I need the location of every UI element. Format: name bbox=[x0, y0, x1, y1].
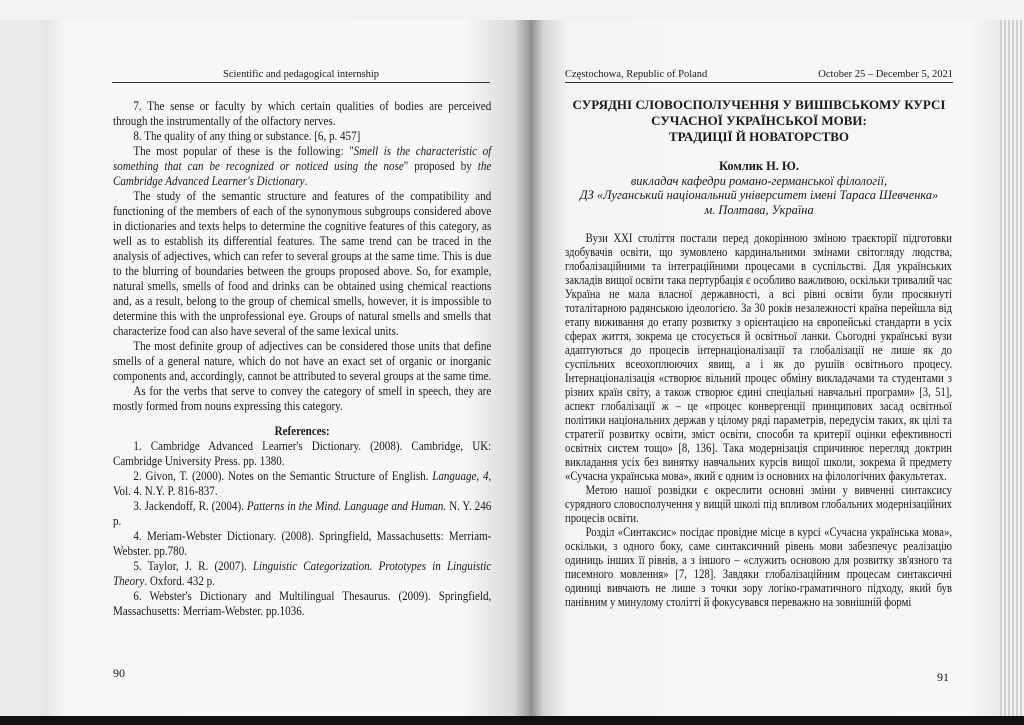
right-page-body bbox=[565, 231, 952, 609]
reference-item bbox=[113, 498, 491, 528]
paragraph: Метою нашої розвідки є окреслити основні зміни у вивченні синтаксису сурядного словосполучення у вищій школі під впливом глобальних модернізаційних процесів освіти. bbox=[565, 483, 952, 525]
running-head-dates: October 25 – December 5, 2021 bbox=[818, 69, 953, 80]
text: " proposed by bbox=[403, 158, 478, 173]
reference-item bbox=[113, 468, 491, 498]
book-page-edges bbox=[1000, 20, 1024, 716]
reference-item bbox=[113, 438, 491, 468]
running-head: Scientific and pedagogical internship bbox=[112, 69, 490, 83]
text: The most popular of these is the following: " bbox=[133, 143, 354, 158]
ref-text: 3. Jackendoff, R. (2004). bbox=[133, 498, 247, 513]
right-page bbox=[530, 20, 1002, 716]
title-line: ТРАДИЦІЇ Й НОВАТОРСТВО bbox=[668, 129, 850, 144]
article-title bbox=[565, 97, 953, 145]
running-head bbox=[565, 69, 953, 83]
ref-italic: Patterns in the Mind. Language and Human. bbox=[246, 498, 447, 513]
reference-item bbox=[113, 588, 491, 618]
title-line: СУЧАСНОЇ УКРАЇНСЬКОЇ МОВИ: bbox=[651, 113, 867, 128]
paragraph: The study of the semantic structure and features of the compatibility and functioning of the members of each of the synonymous subgroups considered above in dictionaries and texts helps to determine the cognitive features of this category, as well as to establish its differential features. The same trend can be traced in the analysis of adjectives, which can refer to several groups at the same time. This is due to the blurring of boundaries between the groups proposed above. So, for example, natural smells, smells of food and drinks can be obtained using chemical reactions and, as a result, belong to the group of chemical smells, however, it is impossible to determine this with the unprofessional eye. Groups of natural smells and smells that characterize food can also have several of the same lexical units. bbox=[113, 188, 492, 338]
paragraph: Вузи XXI століття постали перед докорінною зміною траєкторії підготовки здобувачів освіти, що зумовлено кардинальними змінами світогляду людства, глобалізаційними та інтеграційними процесами в суспільстві. Для українських закладів вищої освіти така пертурбація є особливо важливою, оскільки тривалий час Україна не мала власної державності, а всі рівні освіти були просякнуті тоталітарною радянською ідеологією. За 30 років незалежності країна перейшла від етапу виживання до етапу розвитку з орієнтацією на європейські стандарти в усіх сферах життя, зокрема це стосується й освітньої ланки. Сьогодні українські вузи адаптуються до процесів інтернаціоналізації та глобалізації не лише як до суспільних всеохоплюючих явищ, а і як до рушіїв освітнього процесу. Інтернаціоналізація «створює вільний процес обміну викладачами та студентами з різних країн світу, а також створює єдині спеціальні навчальні програми» [3, 51], аспект глобалізації ж – це «процес конвергенції принципових засад освітньої політики національних держав у цілому ряді параметрів, передусім таких, як цілі та стратегії розвитку освіти, зміст освіти, способи та критерії оцінки ефективності освітніх систем тощо» [8, 136]. Така модернізація спричинює перегляд доктрин викладання усіх без винятку навчальних курсів вищої школи, зокрема й предмету «Сучасна українська мова», який є одним із основних на філологічних факультетах. bbox=[565, 231, 952, 483]
references-heading: References: bbox=[274, 423, 330, 438]
ref-text: 4. Meriam-Webster Dictionary. (2008). Springfield, Massachusetts: Merriam-Webster. pp.780. bbox=[113, 528, 492, 558]
ref-text: . Oxford. 432 p. bbox=[144, 573, 215, 588]
ref-italic: Linguistic Categorization. Prototypes in Linguistic Theory bbox=[113, 558, 492, 588]
affiliation-line: викладач кафедри романо-германської філології, bbox=[630, 173, 888, 188]
quote: Smell is the characteristic of something that can be recognized or noticed using the nose bbox=[113, 143, 492, 173]
paragraph: Розділ «Синтаксис» посідає провідне місце в курсі «Сучасна українська мова», оскільки, з одного боку, саме синтаксичний рівень мови забезпечує реалізацію одиниць інших її рівнів, а з іншого – «служить основою для розвитку зв'язного та писемного мовлення» [7, 128]. Завдяки глобалізаційним процесам синтаксичні одиниці вивчають не лише з точки зору логіко-граматичного підходу, який був панівним у минулому столітті й фокусувався переважно на зовнішній формі bbox=[565, 525, 952, 609]
affiliation-line: м. Полтава, Україна bbox=[704, 202, 814, 217]
text: . bbox=[304, 173, 308, 188]
title-line: СУРЯДНІ СЛОВОСПОЛУЧЕННЯ У ВИШІВСЬКОМУ КУРСІ bbox=[572, 97, 946, 112]
paragraph: The most definite group of adjectives can be considered those units that define smells of a general nature, which do not have an exact set of organic or inorganic components and, accordingly, cannot be attributed to several groups at the same time. bbox=[113, 338, 492, 383]
ref-text: N. Y. 246 p. bbox=[113, 498, 492, 528]
ref-text: 5. Taylor, J. R. (2007). bbox=[133, 558, 253, 573]
ref-text: , Vol. 4. N.Y. P. 816-837. bbox=[113, 468, 492, 498]
paragraph-popular-definition bbox=[113, 143, 491, 188]
source: the Cambridge Advanced Learner's Dictionary bbox=[113, 158, 492, 188]
left-page-body bbox=[113, 98, 491, 618]
paragraph: 7. The sense or faculty by which certain qualities of bodies are perceived through the instrumentally of the olfactory nerves. bbox=[113, 98, 492, 128]
ref-italic: Language, 4 bbox=[432, 468, 489, 483]
ref-text: 1. Cambridge Advanced Learner's Dictionary. (2008). Cambridge, UK: Cambridge University Press. pp. 1380. bbox=[113, 438, 492, 468]
author-name: Комлик Н. Ю. bbox=[719, 159, 799, 173]
affiliation-line: ДЗ «Луганський національний університет імені Тараса Шевченка» bbox=[579, 188, 939, 202]
scan-top-margin bbox=[0, 0, 1024, 20]
paragraph: 8. The quality of any thing or substance. [6, p. 457] bbox=[133, 128, 361, 143]
left-page bbox=[44, 20, 530, 716]
reference-item bbox=[113, 558, 491, 588]
reference-item bbox=[113, 528, 491, 558]
author-block bbox=[565, 159, 953, 217]
paragraph: As for the verbs that serve to convey the category of smell in speech, they are mostly formed from nouns expressing this category. bbox=[113, 383, 492, 413]
page-number: 90 bbox=[113, 666, 125, 680]
ref-text: 6. Webster's Dictionary and Multilingual Thesaurus. (2009). Springfield, Massachusetts: Merriam-Webster. pp.1036. bbox=[113, 588, 492, 618]
page-number: 91 bbox=[937, 670, 949, 684]
running-head-location: Częstochowa, Republic of Poland bbox=[565, 69, 708, 80]
scan-bottom-margin bbox=[0, 716, 1024, 725]
ref-text: 2. Givon, T. (2000). Notes on the Semantic Structure of English. bbox=[133, 468, 433, 483]
